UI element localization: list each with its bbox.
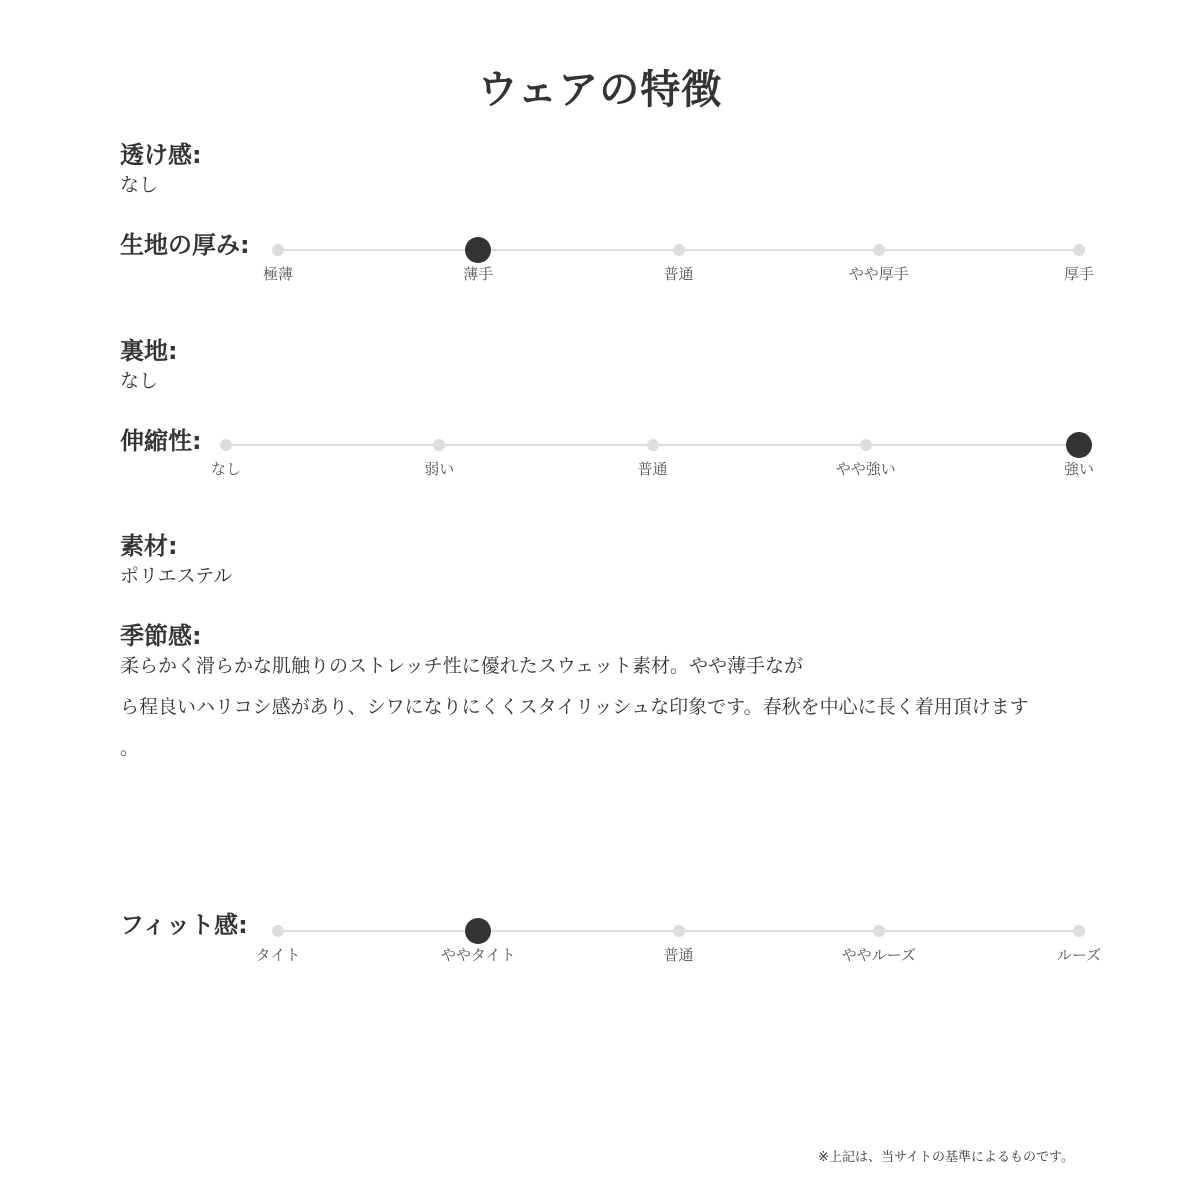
fit-scale-dot: [1073, 925, 1085, 937]
stretch-scale-option-label: 普通: [637, 460, 668, 478]
stretch-scale-option-label: 強い: [1063, 460, 1094, 478]
thickness-scale-option-label: 普通: [663, 265, 694, 283]
stretch-scale-dot: [647, 439, 659, 451]
transparency-value: なし: [120, 174, 159, 196]
stretch-scale-option-label: やや強い: [835, 460, 896, 478]
thickness-scale-option-label: やや厚手: [848, 265, 909, 283]
thickness-label: 生地の厚み:: [120, 231, 250, 259]
stretch-label: 伸縮性:: [120, 427, 202, 455]
stretch-scale-dot: [220, 439, 232, 451]
footnote: ※上記は、当サイトの基準によるものです。: [818, 1150, 1074, 1165]
thickness-selected-marker: [465, 237, 491, 263]
fit-scale: [255, 921, 1102, 981]
thickness-scale: [262, 240, 1094, 300]
stretch-scale-option-label: 弱い: [424, 460, 455, 478]
stretch-selected-marker: [1066, 432, 1092, 458]
thickness-scale-dot: [673, 244, 685, 256]
season-description-line: 柔らかく滑らかな肌触りのストレッチ性に優れたスウェット素材。やや薄手なが: [120, 655, 804, 677]
stretch-scale: [210, 435, 1094, 495]
stretch-scale-dot: [433, 439, 445, 451]
fit-scale-dot: [873, 925, 885, 937]
fit-scale-dot: [673, 925, 685, 937]
thickness-scale-option-label: 厚手: [1063, 265, 1094, 283]
thickness-scale-dot: [272, 244, 284, 256]
fit-selected-marker: [465, 918, 491, 944]
season-label: 季節感:: [120, 622, 202, 650]
page-title: ウェアの特徴: [477, 67, 723, 113]
stretch-scale-dot: [860, 439, 872, 451]
material-label: 素材:: [120, 532, 178, 560]
thickness-scale-dot: [1073, 244, 1085, 256]
season-description-line: 。: [120, 737, 140, 759]
fit-scale-option-label: ルーズ: [1056, 946, 1102, 964]
thickness-scale-option-label: 薄手: [463, 265, 494, 283]
lining-value: なし: [120, 370, 159, 392]
lining-label: 裏地:: [120, 337, 178, 365]
fit-scale-option-label: ややタイト: [440, 946, 516, 964]
thickness-scale-dot: [873, 244, 885, 256]
material-value: ポリエステル: [120, 565, 233, 587]
fit-scale-option-label: タイト: [255, 946, 301, 964]
fit-scale-option-label: 普通: [663, 946, 694, 964]
fit-scale-dot: [272, 925, 284, 937]
fit-label: フィット感:: [120, 911, 248, 939]
fit-scale-option-label: ややルーズ: [841, 946, 916, 964]
transparency-label: 透け感:: [120, 141, 202, 169]
season-description-line: ら程良いハリコシ感があり、シワになりにくくスタイリッシュな印象です。春秋を中心に長く着用頂けます: [120, 696, 1029, 718]
thickness-scale-option-label: 極薄: [262, 265, 293, 283]
stretch-scale-option-label: なし: [210, 460, 241, 478]
